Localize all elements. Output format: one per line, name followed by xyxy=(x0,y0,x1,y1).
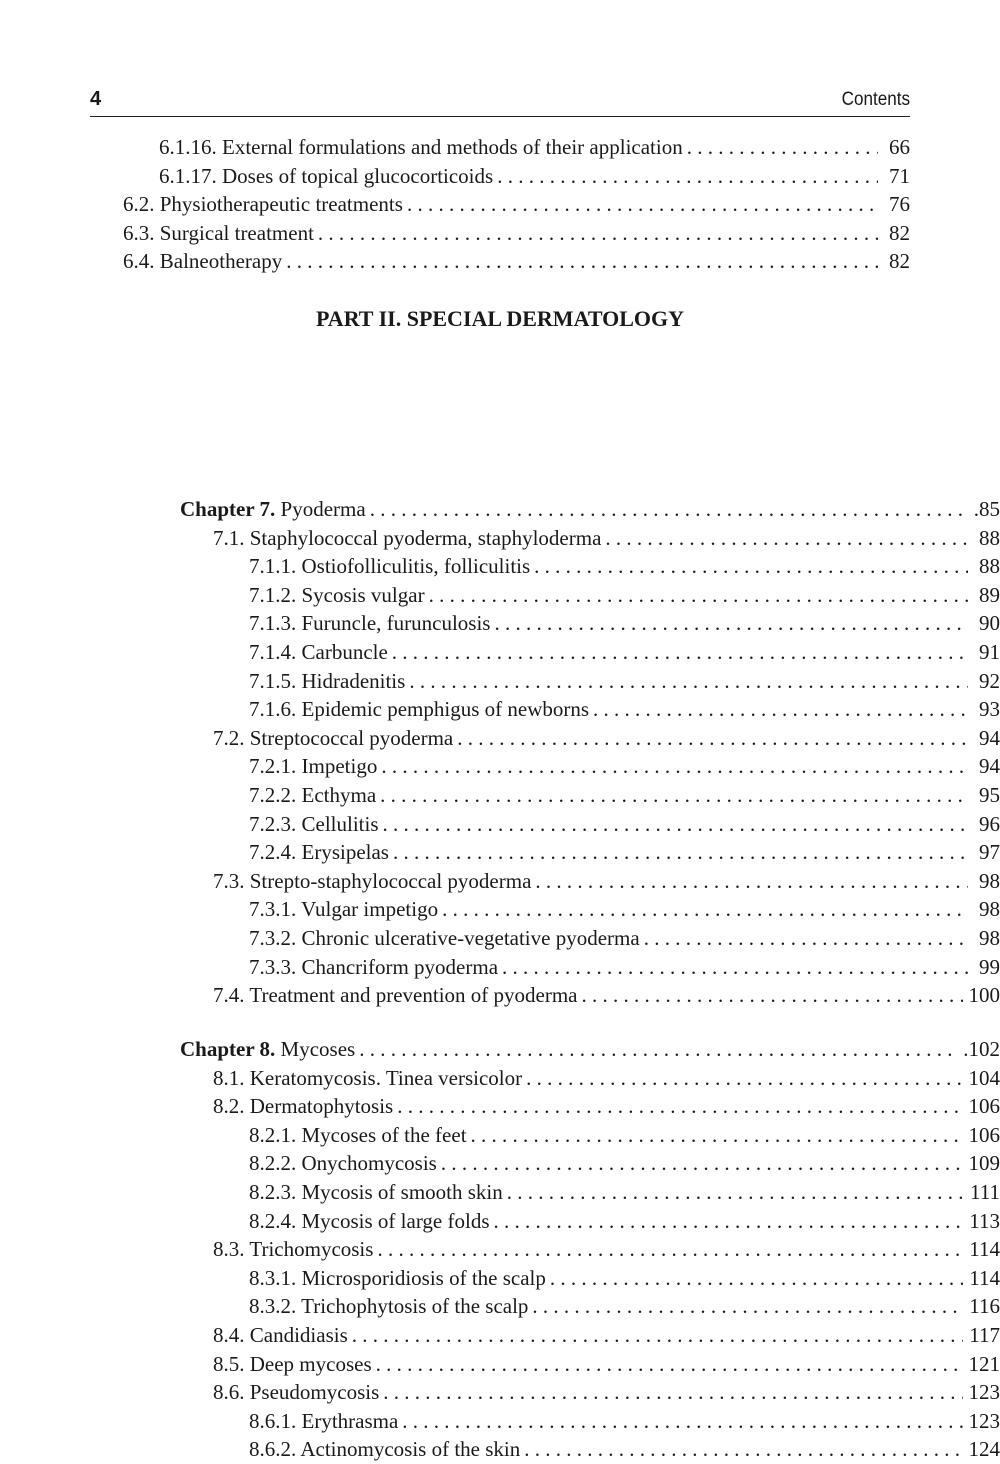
chapter-title xyxy=(180,1035,355,1064)
page-ref: 116 xyxy=(969,1292,1000,1321)
page-ref: 88 xyxy=(974,552,1000,581)
entry-title: 8.3.1. Microsporidiosis of the scalp xyxy=(249,1264,546,1293)
toc-entry[interactable] xyxy=(180,838,1000,867)
toc-entry[interactable] xyxy=(180,895,1000,924)
page-ref: 106 xyxy=(969,1092,1000,1121)
chapter-name: Pyoderma xyxy=(281,497,366,521)
entry-title: 8.6.1. Erythrasma xyxy=(249,1407,398,1436)
leader-dots xyxy=(535,867,968,896)
leader-dots xyxy=(497,162,878,191)
leader-dots xyxy=(524,1435,962,1464)
leader-dots xyxy=(526,1064,962,1093)
toc-entry[interactable] xyxy=(180,1292,1000,1321)
chapter-heading-row[interactable] xyxy=(180,1035,1000,1064)
toc-entry[interactable] xyxy=(180,953,1000,982)
leader-dots xyxy=(397,1092,962,1121)
leader-dots xyxy=(502,953,968,982)
leader-dots xyxy=(393,838,968,867)
entry-title: 7.2.3. Cellulitis xyxy=(249,810,379,839)
leader-dots xyxy=(494,1207,964,1236)
page-ref: 94 xyxy=(974,724,1000,753)
entry-title: 8.2.2. Onychomycosis xyxy=(249,1149,437,1178)
entry-title: 8.4. Candidiasis xyxy=(213,1321,348,1350)
toc-entry[interactable] xyxy=(90,219,910,248)
page-ref: 90 xyxy=(974,609,1000,638)
running-title: Contents xyxy=(842,89,910,111)
page-ref: 92 xyxy=(974,667,1000,696)
leader-dots xyxy=(402,1407,962,1436)
leader-dots xyxy=(359,1035,957,1064)
toc-entry[interactable] xyxy=(180,867,1000,896)
page-ref: 66 xyxy=(884,133,910,162)
leader-dots xyxy=(605,524,968,553)
page-ref: 98 xyxy=(974,924,1000,953)
toc-entry[interactable] xyxy=(180,1350,1000,1379)
page-ref: 109 xyxy=(969,1149,1000,1178)
entry-title: 8.2.1. Mycoses of the feet xyxy=(249,1121,467,1150)
toc-entry[interactable] xyxy=(180,1064,1000,1093)
chapter-label: Chapter 7. xyxy=(180,497,275,521)
toc-entry[interactable] xyxy=(90,162,910,191)
toc-entry[interactable] xyxy=(90,190,910,219)
entry-title: 6.4. Balneotherapy xyxy=(123,247,282,276)
entry-title: 7.3.1. Vulgar impetigo xyxy=(249,895,438,924)
toc-entry[interactable] xyxy=(180,609,1000,638)
page-ref: 82 xyxy=(884,247,910,276)
page-ref: .102 xyxy=(963,1035,1000,1064)
entry-title: 7.1.4. Carbuncle xyxy=(249,638,388,667)
leader-dots xyxy=(534,552,968,581)
entry-title: 8.2.3. Mycosis of smooth skin xyxy=(249,1178,503,1207)
chapter-heading-row[interactable] xyxy=(180,495,1000,524)
leader-dots xyxy=(507,1178,964,1207)
toc-entry[interactable] xyxy=(180,1207,1000,1236)
entry-title: 6.2. Physiotherapeutic treatments xyxy=(123,190,403,219)
toc-entry[interactable] xyxy=(180,1092,1000,1121)
leader-dots xyxy=(441,1149,963,1178)
toc-entry[interactable] xyxy=(180,1149,1000,1178)
leader-dots xyxy=(352,1321,964,1350)
toc-entry[interactable] xyxy=(180,752,1000,781)
toc-entry[interactable] xyxy=(180,924,1000,953)
entry-title: 6.3. Surgical treatment xyxy=(123,219,314,248)
entry-title: 7.3.2. Chronic ulcerative-vegetative pyoderma xyxy=(249,924,640,953)
leader-dots xyxy=(381,752,968,781)
chapter-title xyxy=(180,495,366,524)
chapter-8-entries xyxy=(180,1064,1000,1464)
toc-entry[interactable] xyxy=(90,247,910,276)
leader-dots xyxy=(370,495,968,524)
leader-dots xyxy=(532,1292,963,1321)
toc-entry[interactable] xyxy=(180,1121,1000,1150)
entry-title: 7.1.3. Furuncle, furunculosis xyxy=(249,609,490,638)
leader-dots xyxy=(318,219,878,248)
toc-entry[interactable] xyxy=(180,695,1000,724)
toc-section-continued xyxy=(90,133,910,276)
page-ref: 124 xyxy=(969,1435,1000,1464)
page-ref: 114 xyxy=(969,1264,1000,1293)
leader-dots xyxy=(442,895,968,924)
toc-entry[interactable] xyxy=(180,638,1000,667)
toc-entry[interactable] xyxy=(180,1235,1000,1264)
entry-title: 8.1. Keratomycosis. Tinea versicolor xyxy=(213,1064,522,1093)
leader-dots xyxy=(383,810,968,839)
entry-title: 7.2.2. Ecthyma xyxy=(249,781,376,810)
page-ref: 121 xyxy=(969,1350,1000,1379)
page-ref: 91 xyxy=(974,638,1000,667)
toc-entry[interactable] xyxy=(180,524,1000,553)
page-ref: 123 xyxy=(969,1378,1000,1407)
entry-title: 7.2. Streptococcal pyoderma xyxy=(213,724,453,753)
page-ref: 76 xyxy=(884,190,910,219)
entry-title: 6.1.17. Doses of topical glucocorticoids xyxy=(159,162,493,191)
toc-entry[interactable] xyxy=(180,1321,1000,1350)
toc-entry[interactable] xyxy=(180,667,1000,696)
entry-title: 8.6. Pseudomycosis xyxy=(213,1378,379,1407)
entry-title: 8.2. Dermatophytosis xyxy=(213,1092,393,1121)
leader-dots xyxy=(407,190,878,219)
page-ref: .85 xyxy=(974,495,1000,524)
leader-dots xyxy=(392,638,968,667)
page-ref: 98 xyxy=(974,895,1000,924)
entry-title: 7.1.6. Epidemic pemphigus of newborns xyxy=(249,695,589,724)
entry-title: 7.1.5. Hidradenitis xyxy=(249,667,405,696)
leader-dots xyxy=(471,1121,963,1150)
toc-entry[interactable] xyxy=(180,810,1000,839)
toc-entry[interactable] xyxy=(180,1178,1000,1207)
entry-title: 7.1. Staphylococcal pyoderma, staphyloderma xyxy=(213,524,601,553)
toc-entry[interactable] xyxy=(180,781,1000,810)
toc-entry[interactable] xyxy=(180,1264,1000,1293)
page-ref: 93 xyxy=(974,695,1000,724)
chapter-7-entries xyxy=(180,524,1000,1010)
toc-entry[interactable] xyxy=(90,133,910,162)
page-ref: 89 xyxy=(974,581,1000,610)
page-ref: 71 xyxy=(884,162,910,191)
page-ref: 82 xyxy=(884,219,910,248)
page-ref: 100 xyxy=(969,981,1000,1010)
leader-dots xyxy=(644,924,968,953)
toc-entry[interactable] xyxy=(180,1407,1000,1436)
leader-dots xyxy=(409,667,968,696)
page-number: 4 xyxy=(90,88,101,111)
entry-title: 8.3. Trichomycosis xyxy=(213,1235,373,1264)
page-ref: 94 xyxy=(974,752,1000,781)
entry-title: 7.3.3. Chancriform pyoderma xyxy=(249,953,498,982)
toc-entry[interactable] xyxy=(180,1435,1000,1464)
entry-title: 7.4. Treatment and prevention of pyoderma xyxy=(213,981,578,1010)
leader-dots xyxy=(687,133,878,162)
leader-dots xyxy=(593,695,968,724)
entry-title: 7.2.4. Erysipelas xyxy=(249,838,389,867)
page-ref: 117 xyxy=(969,1321,1000,1350)
entry-title: 8.5. Deep mycoses xyxy=(213,1350,372,1379)
toc-entry[interactable] xyxy=(180,1378,1000,1407)
entry-title: 7.1.1. Ostiofolliculitis, folliculitis xyxy=(249,552,530,581)
leader-dots xyxy=(286,247,878,276)
entry-title: 7.2.1. Impetigo xyxy=(249,752,377,781)
page-ref: 88 xyxy=(974,524,1000,553)
page-ref: 97 xyxy=(974,838,1000,867)
entry-title: 8.3.2. Trichophytosis of the scalp xyxy=(249,1292,528,1321)
leader-dots xyxy=(582,981,963,1010)
part-heading: PART II. SPECIAL DERMATOLOGY xyxy=(90,306,910,332)
page-ref: 106 xyxy=(969,1121,1000,1150)
entry-title: 8.6.2. Actinomycosis of the skin xyxy=(249,1435,520,1464)
page-ref: 104 xyxy=(969,1064,1000,1093)
page-ref: 113 xyxy=(969,1207,1000,1236)
page-header xyxy=(90,84,910,117)
page-ref: 96 xyxy=(974,810,1000,839)
page-ref: 95 xyxy=(974,781,1000,810)
page-ref: 114 xyxy=(969,1235,1000,1264)
entry-title: 6.1.16. External formulations and methods of their application xyxy=(159,133,683,162)
toc-entry[interactable] xyxy=(180,724,1000,753)
page-ref: 111 xyxy=(970,1178,1000,1207)
leader-dots xyxy=(383,1378,962,1407)
page-ref: 99 xyxy=(974,953,1000,982)
entry-title: 7.1.2. Sycosis vulgar xyxy=(249,581,425,610)
page-ref: 123 xyxy=(969,1407,1000,1436)
leader-dots xyxy=(494,609,968,638)
entry-title: 7.3. Strepto-staphylococcal pyoderma xyxy=(213,867,531,896)
leader-dots xyxy=(380,781,968,810)
leader-dots xyxy=(550,1264,963,1293)
toc-entry[interactable] xyxy=(180,981,1000,1010)
leader-dots xyxy=(376,1350,963,1379)
entry-title: 8.2.4. Mycosis of large folds xyxy=(249,1207,490,1236)
toc-entry[interactable] xyxy=(180,581,1000,610)
chapter-label: Chapter 8. xyxy=(180,1037,275,1061)
toc-entry[interactable] xyxy=(180,552,1000,581)
chapter-name: Mycoses xyxy=(281,1037,356,1061)
leader-dots xyxy=(457,724,968,753)
page-ref: 98 xyxy=(974,867,1000,896)
leader-dots xyxy=(377,1235,963,1264)
leader-dots xyxy=(429,581,968,610)
